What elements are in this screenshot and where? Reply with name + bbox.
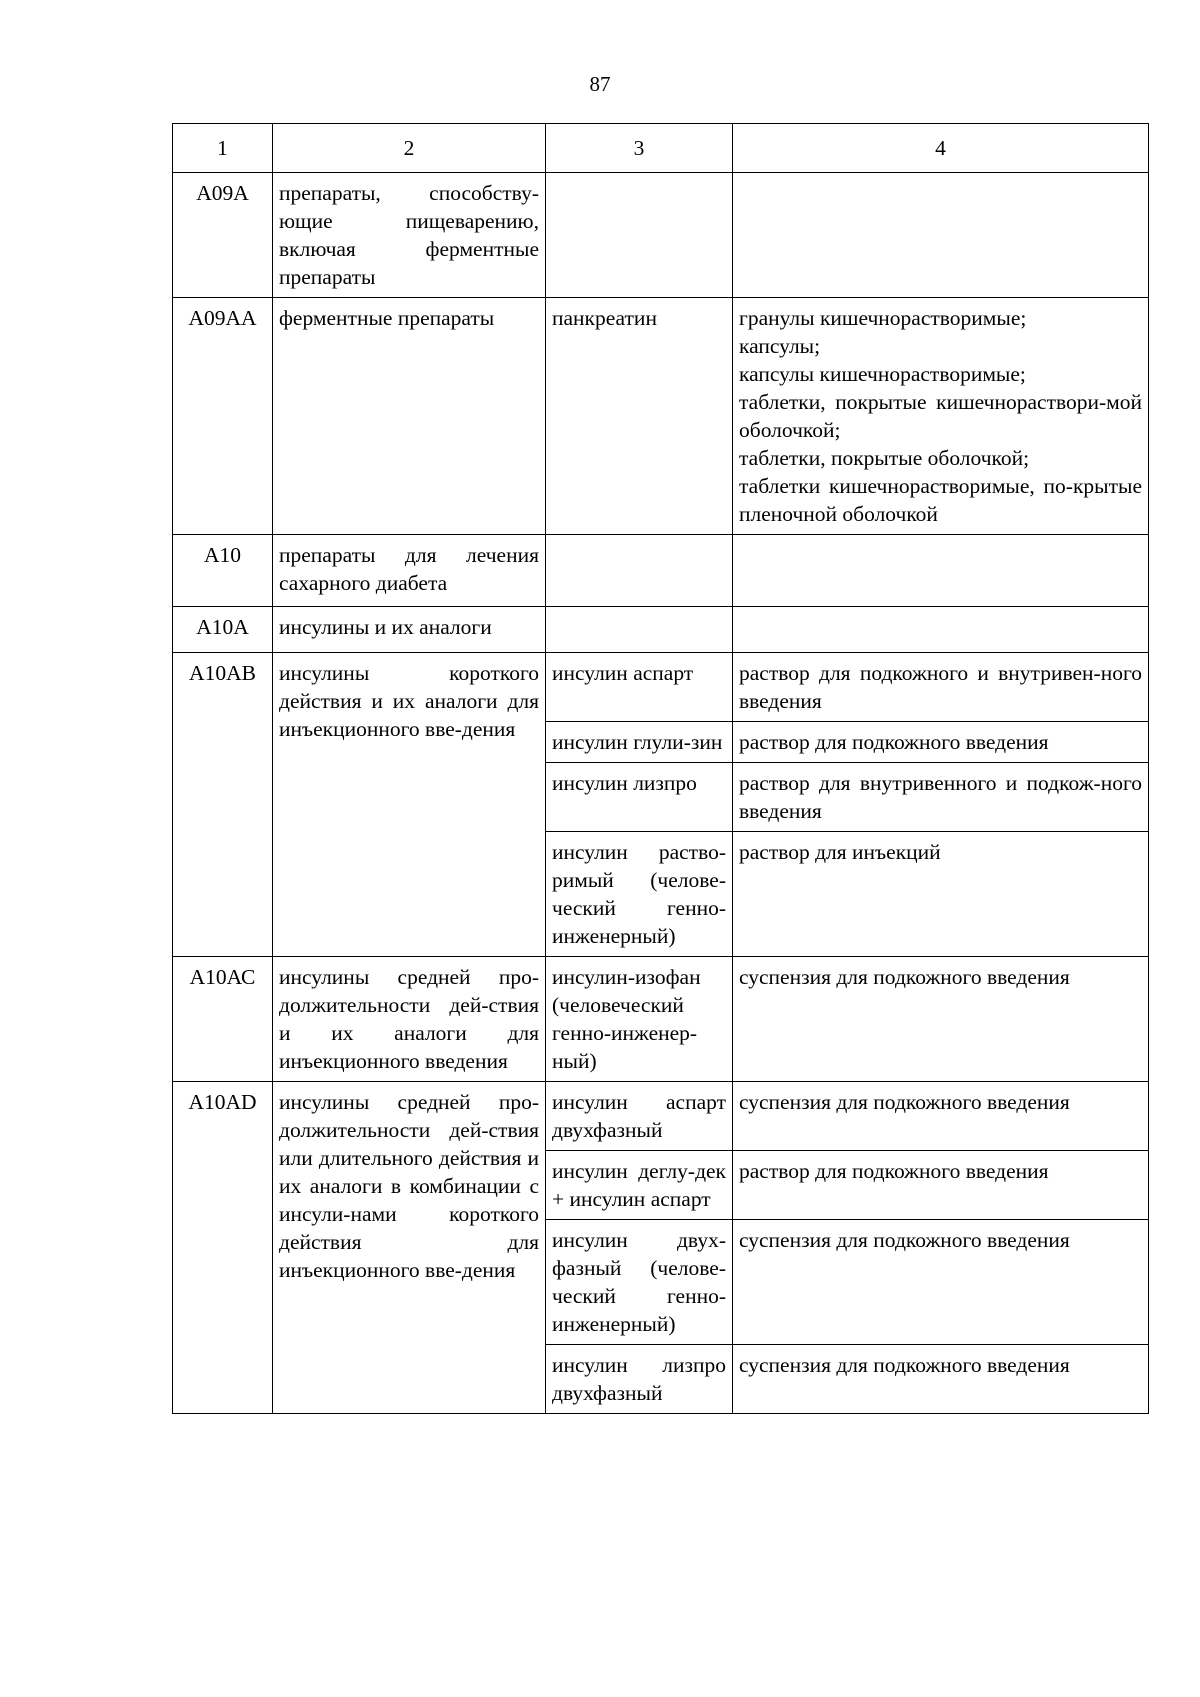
column-header: 2 (273, 124, 546, 173)
table-body (173, 173, 1149, 1414)
atc-code-cell: А10АD (173, 1082, 273, 1414)
atc-code-cell: А10А (173, 607, 273, 653)
atc-code-cell: А09АА (173, 298, 273, 535)
drug-name-cell: инсулин глули-зин (546, 722, 733, 763)
dosage-forms-cell (733, 1220, 1149, 1345)
atc-code-cell: А10 (173, 535, 273, 607)
dosage-forms-cell (733, 173, 1149, 298)
drug-name-cell: инсулин аспарт двухфазный (546, 1082, 733, 1151)
dosage-form-line: таблетки кишечнорастворимые, по-крытые пленочной оболочкой (739, 474, 1142, 526)
anatomical-group-cell: инсулины короткого действия и их аналоги для инъекционного вве-дения (273, 653, 546, 957)
drug-name-cell (546, 535, 733, 607)
dosage-form-line: раствор для инъекций (739, 840, 941, 864)
anatomical-group-cell: препараты для лечения сахарного диабета (273, 535, 546, 607)
dosage-forms-cell (733, 957, 1149, 1082)
drug-name-cell: панкреатин (546, 298, 733, 535)
dosage-form-line: раствор для подкожного и внутривен-ного введения (739, 661, 1142, 713)
table-row (173, 535, 1149, 607)
table-row (173, 653, 1149, 722)
dosage-forms-cell (733, 535, 1149, 607)
table-row (173, 298, 1149, 535)
anatomical-group-cell: инсулины и их аналоги (273, 607, 546, 653)
dosage-forms-cell (733, 653, 1149, 722)
dosage-forms-cell (733, 1345, 1149, 1414)
atc-code-cell: А10АВ (173, 653, 273, 957)
anatomical-group-cell: инсулины средней про-должительности дей-ствия и их аналоги для инъекционного введения (273, 957, 546, 1082)
atc-code-cell: А09А (173, 173, 273, 298)
dosage-form-line: суспензия для подкожного введения (739, 1090, 1070, 1114)
dosage-form-line: раствор для подкожного введения (739, 730, 1049, 754)
table-row (173, 173, 1149, 298)
atc-code-cell: А10АС (173, 957, 273, 1082)
dosage-form-line: раствор для подкожного введения (739, 1159, 1049, 1183)
drug-name-cell: инсулин лизпро двухфазный (546, 1345, 733, 1414)
drug-name-cell (546, 173, 733, 298)
dosage-form-line: суспензия для подкожного введения (739, 1228, 1070, 1252)
dosage-forms-cell (733, 722, 1149, 763)
dosage-form-line: суспензия для подкожного введения (739, 1353, 1070, 1377)
table-row (173, 1082, 1149, 1151)
drug-name-cell: инсулин раство-римый (челове-ческий генно-инженерный) (546, 832, 733, 957)
table-header-row (173, 124, 1149, 173)
dosage-form-line: таблетки, покрытые оболочкой; (739, 446, 1030, 470)
column-header: 1 (173, 124, 273, 173)
column-header: 3 (546, 124, 733, 173)
drug-name-cell: инсулин лизпро (546, 763, 733, 832)
dosage-form-line: гранулы кишечнорастворимые; (739, 306, 1027, 330)
table-row (173, 607, 1149, 653)
anatomical-group-cell: инсулины средней про-должительности дей-ствия или длительного действия и их аналоги в комбинации с инсули-нами короткого действия для инъекционного вве-дения (273, 1082, 546, 1414)
drug-classification-table (172, 123, 1149, 1414)
page-number: 87 (589, 72, 611, 96)
drug-name-cell (546, 607, 733, 653)
dosage-forms-cell (733, 832, 1149, 957)
dosage-forms-cell (733, 607, 1149, 653)
dosage-forms-cell (733, 298, 1149, 535)
dosage-forms-cell (733, 763, 1149, 832)
dosage-form-line: таблетки, покрытые кишечнораствори-мой оболочкой; (739, 390, 1142, 442)
anatomical-group-cell: препараты, способству-ющие пищеварению, включая ферментные препараты (273, 173, 546, 298)
dosage-forms-cell (733, 1151, 1149, 1220)
dosage-forms-cell (733, 1082, 1149, 1151)
drug-name-cell: инсулин-изофан (человеческий генно-инженер-ный) (546, 957, 733, 1082)
anatomical-group-cell: ферментные препараты (273, 298, 546, 535)
dosage-form-line: раствор для внутривенного и подкож-ного введения (739, 771, 1142, 823)
drug-name-cell: инсулин деглу-дек + инсулин аспарт (546, 1151, 733, 1220)
dosage-form-line: капсулы кишечнорастворимые; (739, 362, 1026, 386)
dosage-form-line: суспензия для подкожного введения (739, 965, 1070, 989)
table-row (173, 957, 1149, 1082)
drug-name-cell: инсулин аспарт (546, 653, 733, 722)
dosage-form-line: капсулы; (739, 334, 821, 358)
column-header: 4 (733, 124, 1149, 173)
drug-name-cell: инсулин двух-фазный (челове-ческий генно-инженерный) (546, 1220, 733, 1345)
